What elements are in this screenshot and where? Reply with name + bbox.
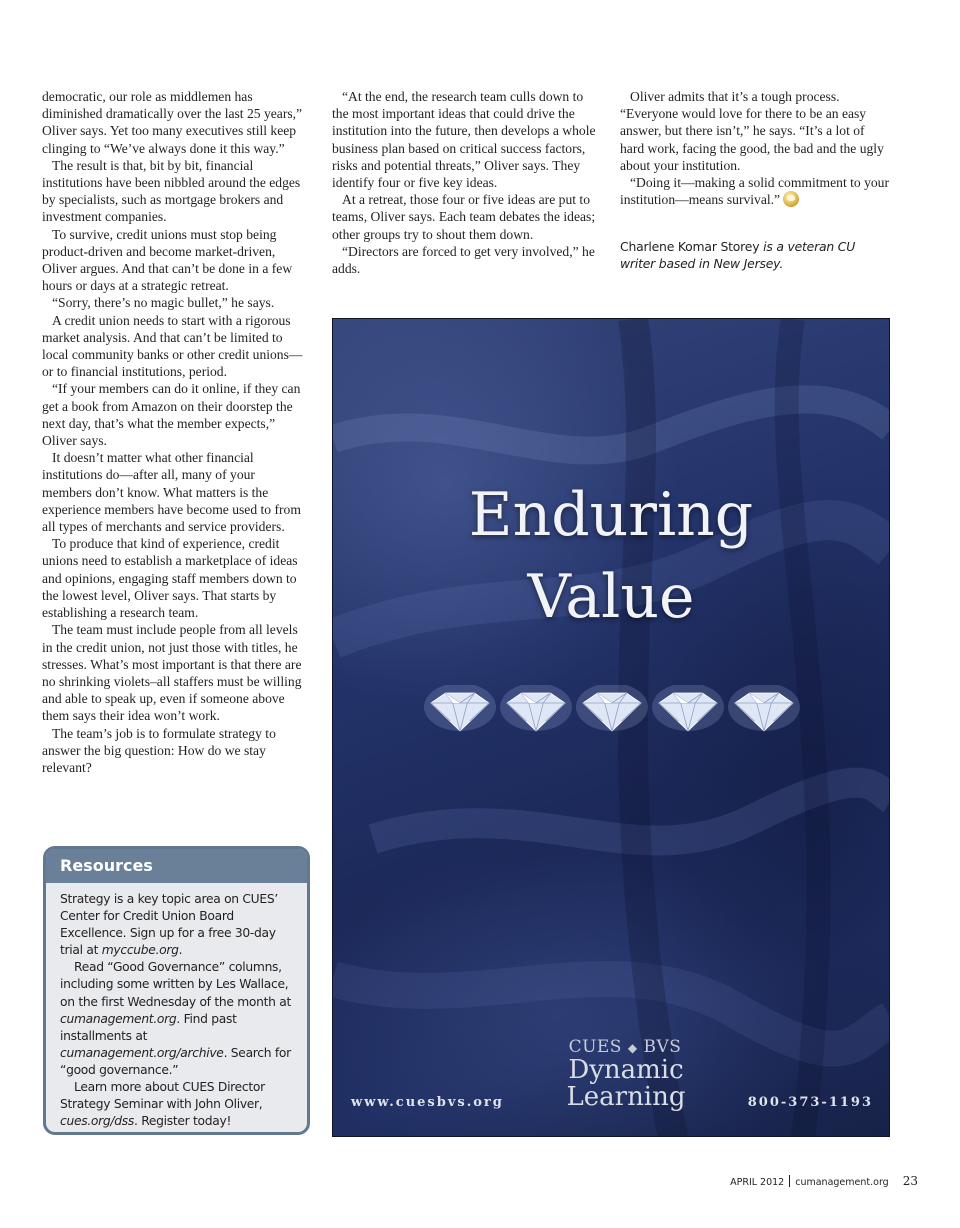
resources-title: Resources [46, 849, 307, 883]
article-paragraph: “At the end, the research team culls down to the most important ideas that could drive the institution into the future, then develops a whole business plan based on critical success factors, risks and potential threats,” Oliver says. They identify four or five key ideas. [332, 89, 596, 191]
cues-wordmark: CUES [568, 1037, 622, 1057]
article-paragraph: A credit union needs to start with a rigorous market analysis. And that can’t be limited to local community banks or other credit unions—or to financial institutions, period. [42, 312, 303, 380]
archive-link[interactable]: cumanagement.org/archive [60, 1045, 224, 1060]
end-of-article-icon [783, 191, 799, 207]
resources-body [46, 883, 307, 1130]
diamond-icon [576, 685, 648, 731]
author-name: Charlene Komar Storey [620, 239, 760, 255]
author-description: is a veteran CU writer based in New Jersey. [620, 239, 856, 272]
article-paragraph: “Directors are forced to get very involved,” he adds. [332, 243, 595, 277]
article-paragraph: democratic, our role as middlemen has diminished dramatically over the last 25 years,” Oliver says. Yet too many executives still keep clinging to “We’ve always done it this way.” [42, 89, 303, 156]
diamond-icon [500, 685, 572, 731]
diamond-icon: ◆ [627, 1041, 638, 1055]
bvs-wordmark: BVS [643, 1037, 682, 1057]
article-paragraph: To produce that kind of experience, credit unions need to establish a marketplace of ideas and opinions, engaging staff members down to the lowest level, Oliver says. That starts by establishing a research team. [42, 536, 298, 621]
diamond-row [333, 685, 890, 745]
article-paragraph: “Sorry, there’s no magic bullet,” he says. [52, 295, 275, 311]
article-paragraph: “Doing it—making a solid commitment to your institution—means survival.” [620, 175, 890, 208]
diamond-icon [728, 685, 800, 731]
ad-headline-line-2: Value [527, 562, 695, 632]
article-paragraph: The team must include people from all levels in the credit union, not just those with titles, he stresses. What’s most important is that there are no shrinking violets–all staffers must be willing and able to speak up, even if someone above them says their idea won’t work. [42, 622, 302, 724]
dynamic-learning-logo: Dynamic Learning [566, 1055, 686, 1112]
resources-paragraph: Read “Good Governance” columns, including some written by Les Wallace, on the first Wednesday of the month at cumanagement.org. Find past installments at cumanagement.org/archive. Search for “good governance.” [60, 960, 291, 1077]
article-paragraph: To survive, credit unions must stop being product-driven and become market-driven, Oliver argues. And that can’t be done in a few hours or days at a strategic retreat. [42, 226, 293, 294]
diamond-icon [424, 685, 496, 731]
ad-headline-line-1: Enduring [468, 480, 754, 550]
article-column-2 [332, 88, 600, 277]
diamond-icon [652, 685, 724, 731]
ad-website-url[interactable]: www.cuesbvs.org [351, 1095, 504, 1110]
footer-divider [789, 1175, 790, 1187]
article-paragraph: It doesn’t matter what other financial institutions do—after all, many of your members don’t know. What matters is the experience members have become used to from all types of merchants and service providers. [42, 450, 301, 535]
ad-phone-number: 800-373-1193 [747, 1095, 873, 1110]
page-number: 23 [902, 1174, 918, 1188]
dss-link[interactable]: cues.org/dss [60, 1114, 134, 1129]
cuesbvs-advertisement [332, 318, 890, 1137]
myccube-link[interactable]: myccube.org [101, 943, 179, 958]
article-column-1 [42, 88, 308, 776]
resources-box [43, 846, 310, 1135]
cuesbvs-logo-top [555, 1037, 695, 1057]
article-paragraph: The result is that, bit by bit, financial institutions have been nibbled around the edges by specialists, such as mortgage brokers and investment companies. [42, 157, 301, 225]
article-paragraph: At a retreat, those four or five ideas are put to teams, Oliver says. Each team debates the ideas; other groups try to shout them down. [332, 192, 596, 242]
cumanagement-link[interactable]: cumanagement.org [60, 1011, 177, 1026]
article-paragraph: “If your members can do it online, if they can get a book from Amazon on their doorstep the next day, that’s what the member expects,” Oliver says. [42, 381, 301, 449]
footer-site: cumanagement.org [795, 1177, 889, 1188]
author-byline [620, 238, 892, 272]
resources-paragraph: Strategy is a key topic area on CUES’ Center for Credit Union Board Excellence. Sign up for a free 30-day trial at myccube.org. [60, 892, 278, 958]
article-column-3 [620, 88, 892, 272]
page-footer [730, 1174, 918, 1188]
article-paragraph: Oliver admits that it’s a tough process. “Everyone would love for there to be an easy answer, but there isn’t,” he says. “It’s a lot of hard work, facing the good, the bad and the ugly about your institution. [620, 89, 884, 173]
article-paragraph: The team’s job is to formulate strategy to answer the big question: How do we stay relevant? [42, 725, 276, 775]
resources-paragraph: Learn more about CUES Director Strategy Seminar with John Oliver, cues.org/dss. Register today! [60, 1080, 265, 1129]
issue-date: APRIL 2012 [730, 1177, 785, 1188]
